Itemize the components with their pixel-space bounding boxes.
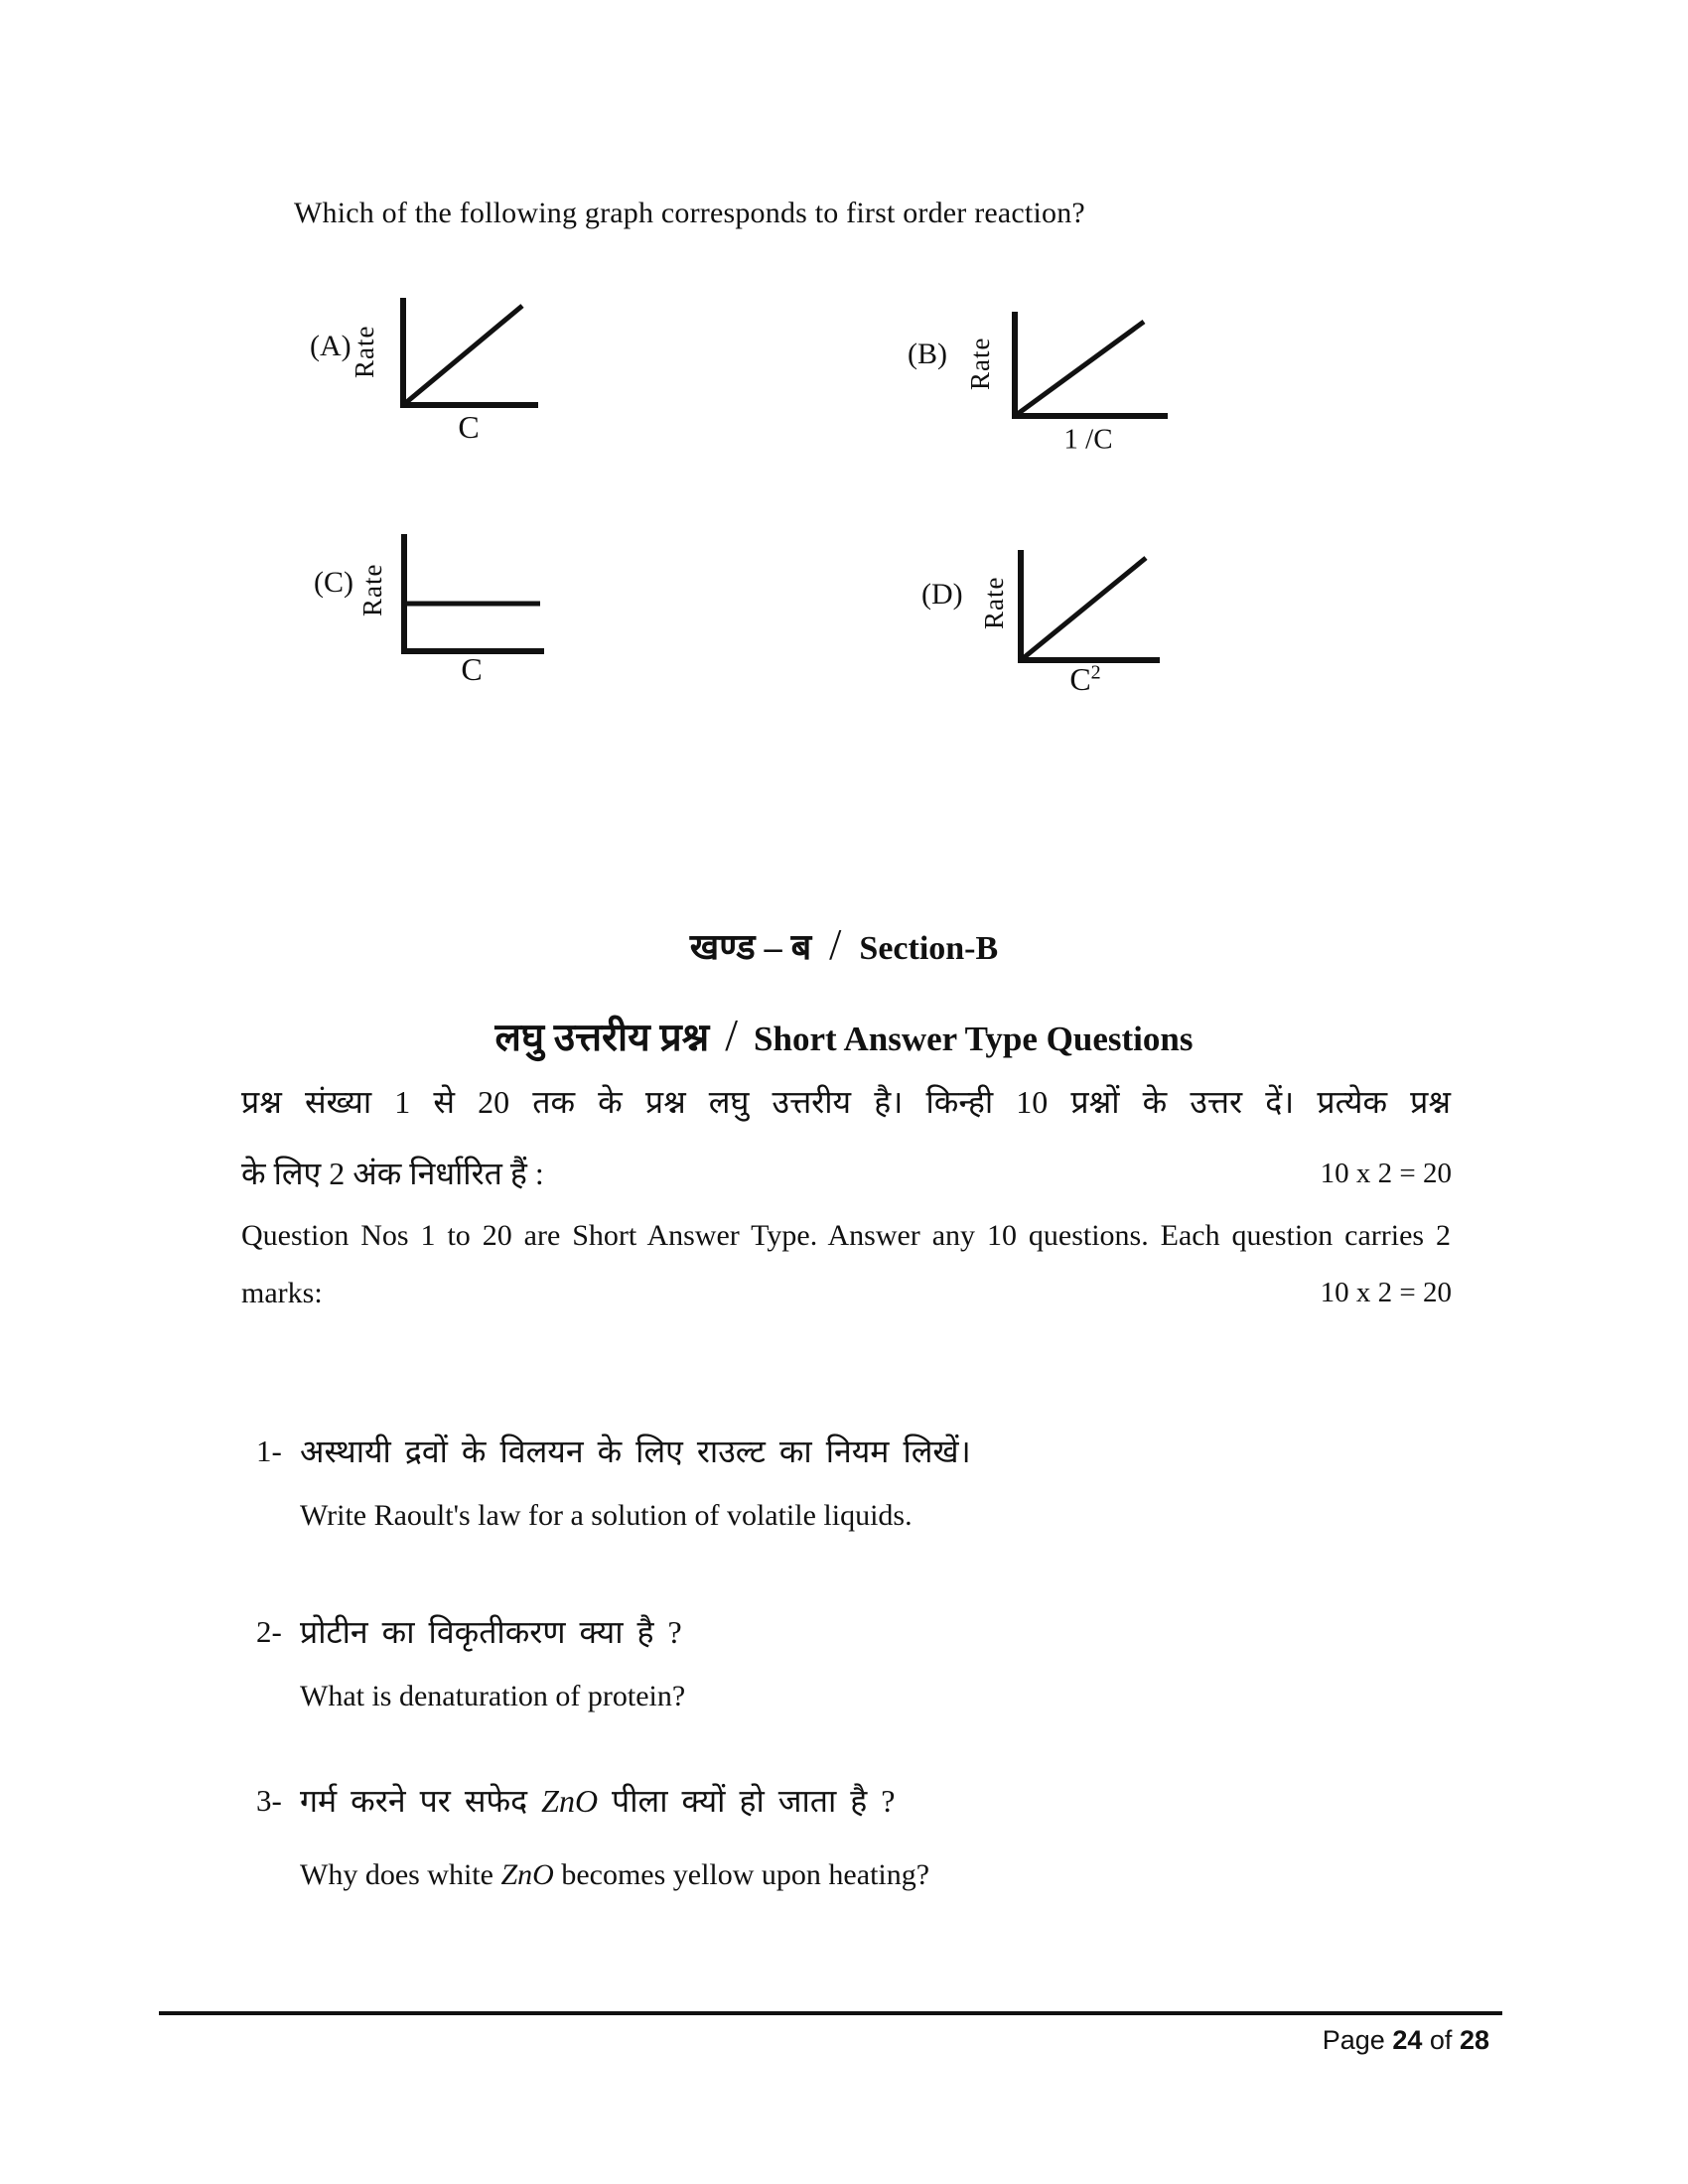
option-a-ylabel: Rate (350, 325, 379, 378)
section-header-hindi: खण्ड – ब (689, 927, 812, 967)
question-3-english (300, 1858, 1452, 1892)
question-3-hindi-text: गर्म करने पर सफेद (300, 1783, 542, 1819)
section-header (0, 919, 1688, 970)
question-2-number: 2- (256, 1614, 282, 1649)
subsection-header-english: Short Answer Type Questions (754, 1020, 1194, 1058)
subsection-header-slash: / (725, 1010, 739, 1060)
subsection-header-hindi: लघु उत्तरीय प्रश्न (494, 1017, 710, 1059)
option-c-label: (C) (314, 566, 353, 599)
question-intro: Which of the following graph corresponds to first order reaction? (294, 197, 1085, 229)
question-2-english-text: What is denaturation of protein? (300, 1680, 686, 1712)
footer-current-page: 24 (1392, 2025, 1423, 2055)
option-d-xlabel-sup: 2 (1090, 661, 1101, 684)
option-d-ylabel: Rate (979, 576, 1009, 629)
question-1-english (300, 1499, 1452, 1533)
question-2-hindi (300, 1610, 1452, 1653)
option-a-xlabel-text: C (458, 409, 480, 445)
question-1-english-text: Write Raoult's law for a solution of volatile liquids. (300, 1499, 913, 1532)
option-c-xlabel-text: C (461, 651, 483, 687)
option-b-label: (B) (908, 338, 947, 370)
option-d-graph-axes (1011, 546, 1170, 667)
question-3-english-text-after: becomes yellow upon heating? (553, 1858, 930, 1891)
question-1-hindi (300, 1430, 1452, 1472)
footer-word-of: of (1429, 2025, 1453, 2055)
question-1-hindi-text: अस्थायी द्रवों के विलयन के लिए राउल्ट का नियम लिखें। (300, 1433, 971, 1469)
instructions-english-line1: Question Nos 1 to 20 are Short Answer Type. Answer any 10 questions. Each question carries 2 (241, 1219, 1451, 1252)
footer-page-number (1152, 2025, 1489, 2056)
question-3-number: 3- (256, 1783, 282, 1818)
section-header-slash: / (829, 920, 842, 969)
marks-scheme-hindi: 10 x 2 = 20 (1320, 1158, 1452, 1189)
section-header-english: Section-B (859, 930, 999, 967)
option-c-graph-axes (395, 530, 548, 657)
question-3-hindi-text-after: पीला क्यों हो जाता है ? (598, 1783, 896, 1819)
question-3-english-formula: ZnO (500, 1858, 554, 1891)
marks-scheme-english: 10 x 2 = 20 (1320, 1277, 1452, 1308)
option-d-xlabel (1011, 661, 1160, 698)
question-2-english (300, 1680, 1452, 1713)
question-3-hindi (300, 1779, 1452, 1822)
instructions-hindi-line1: प्रश्न संख्या 1 से 20 तक के प्रश्न लघु उत्तरीय है। किन्ही 10 प्रश्नों के उत्तर दें। प्रत्येक प्रश्न (241, 1084, 1451, 1120)
footer-word-page: Page (1322, 2025, 1385, 2055)
instructions-english-line2: marks: (241, 1277, 323, 1309)
option-b-xlabel-text: 1 /C (1063, 423, 1113, 456)
option-a-xlabel (395, 409, 542, 446)
option-a-graph-axes (395, 294, 542, 413)
option-d-xlabel-text: C (1069, 661, 1091, 697)
question-3-hindi-formula: ZnO (541, 1783, 599, 1819)
footer-divider (159, 2011, 1502, 2015)
option-b-xlabel (1005, 421, 1172, 457)
instructions-hindi-line2: के लिए 2 अंक निर्धारित हैं : (241, 1156, 544, 1191)
option-a-label: (A) (310, 330, 352, 362)
question-2-hindi-text: प्रोटीन का विकृतीकरण क्या है ? (300, 1614, 682, 1650)
option-c-xlabel (395, 651, 548, 688)
option-b-ylabel: Rate (965, 337, 995, 390)
subsection-header (0, 1009, 1688, 1062)
option-d-label: (D) (921, 578, 963, 611)
option-b-graph-axes (1005, 308, 1172, 423)
question-3-english-text: Why does white (300, 1858, 501, 1891)
footer-total-pages: 28 (1459, 2025, 1489, 2055)
question-1-number: 1- (256, 1433, 282, 1468)
option-c-ylabel: Rate (357, 563, 387, 616)
